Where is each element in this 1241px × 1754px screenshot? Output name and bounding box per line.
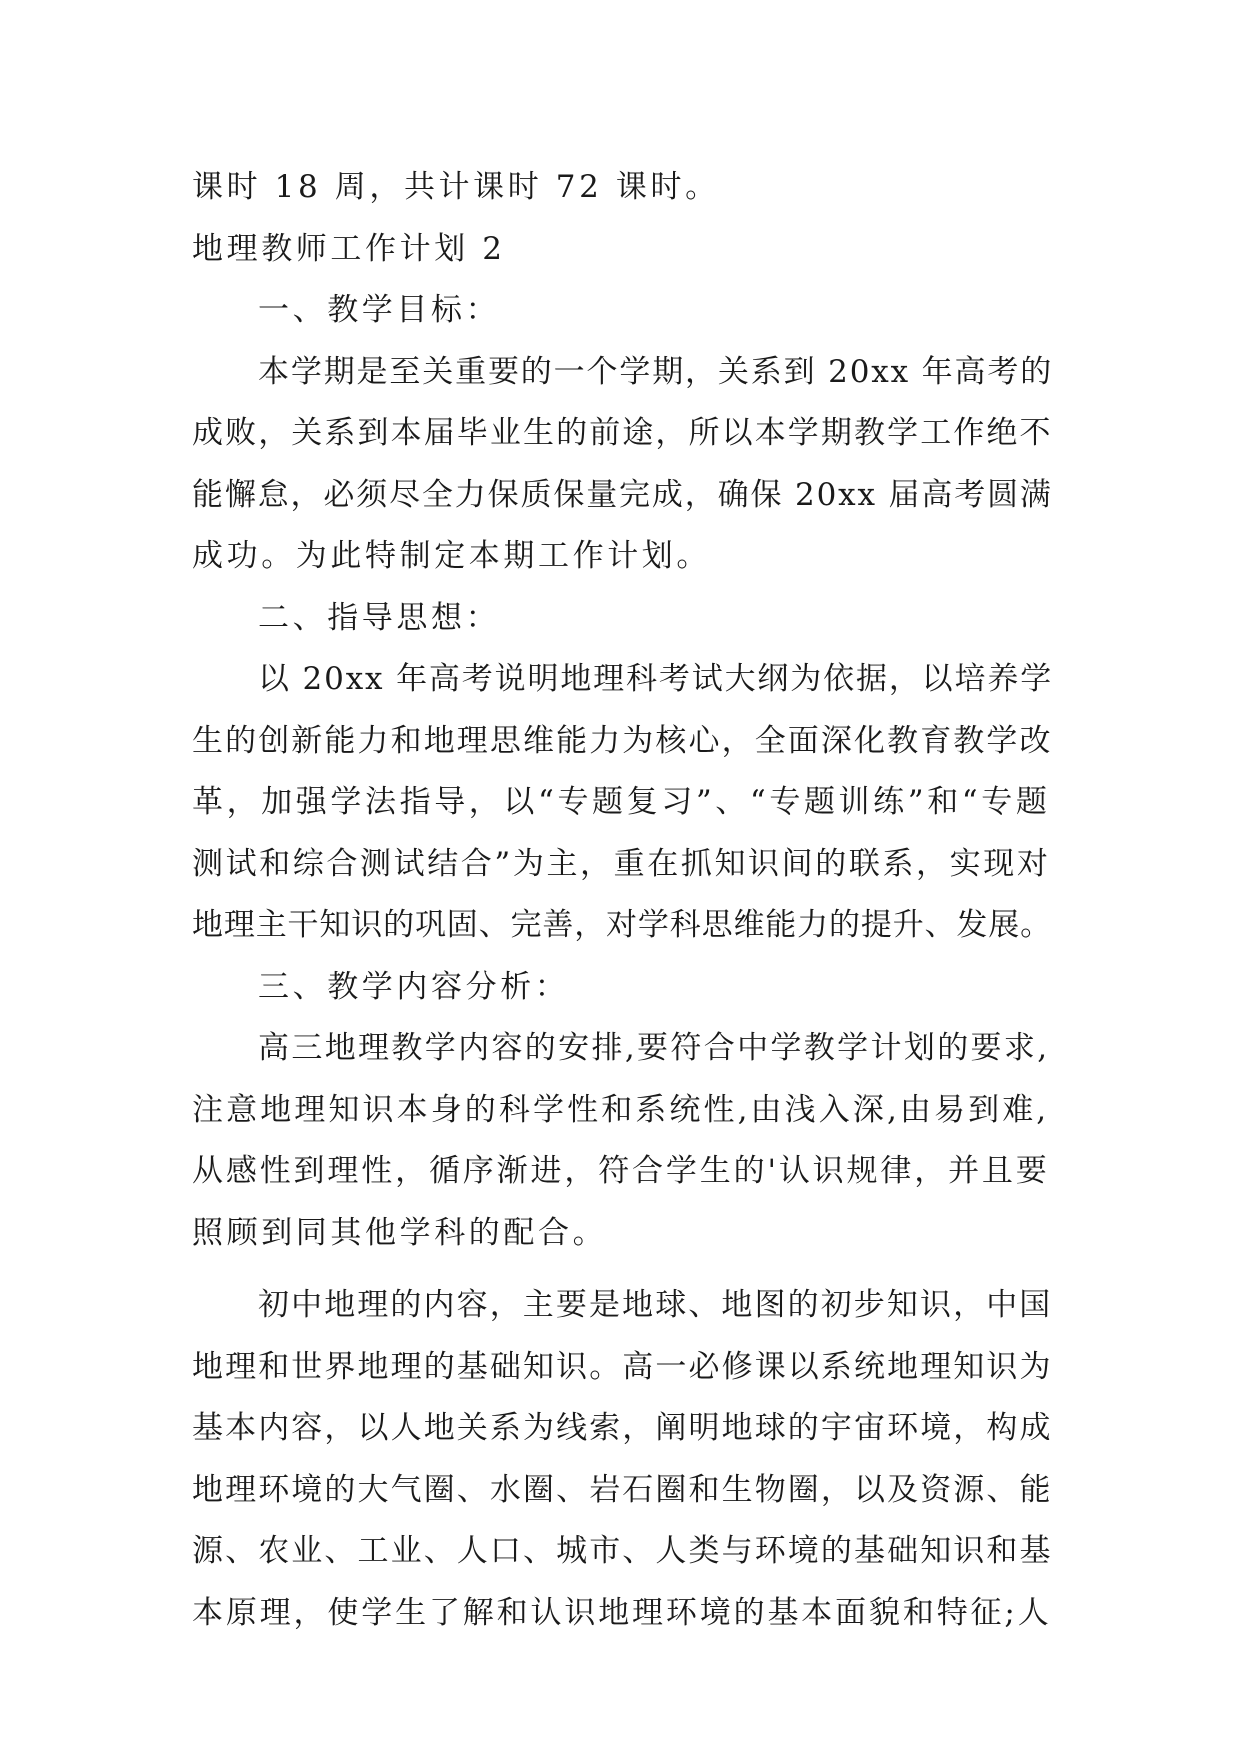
text-line: 照顾到同其他学科的配合。: [192, 1215, 608, 1251]
text-line: 本原理，使学生了解和认识地理环境的基本面貌和特征;人: [192, 1595, 1052, 1631]
text-line: 以 20xx 年高考说明地理科考试大纲为依据，以培养学: [258, 661, 1054, 697]
subheading-teaching-goals: 一、教学目标：: [258, 292, 501, 328]
text-line: 从感性到理性，循序渐进，符合学生的'认识规律，并且要: [192, 1153, 1050, 1189]
text-line: 高三地理教学内容的安排,要符合中学教学计划的要求,: [258, 1030, 1050, 1066]
text-line: 注意地理知识本身的科学性和系统性,由浅入深,由易到难,: [192, 1092, 1050, 1128]
text-line: 测试和综合测试结合”为主，重在抓知识间的联系，实现对: [192, 846, 1051, 882]
text-line: 课时 18 周，共计课时 72 课时。: [192, 169, 720, 205]
text-line: 地理和世界地理的基础知识。高一必修课以系统地理知识为: [192, 1349, 1053, 1385]
text-line: 基本内容，以人地关系为线索，阐明地球的宇宙环境，构成: [192, 1410, 1053, 1446]
section-heading: 地理教师工作计划 2: [192, 231, 506, 267]
text-line: 革，加强学法指导，以“专题复习”、“专题训练”和“专题: [192, 784, 1051, 820]
text-line: 成败，关系到本届毕业生的前途，所以本学期教学工作绝不: [192, 415, 1053, 451]
text-line: 能懈怠，必须尽全力保质保量完成，确保 20xx 届高考圆满: [192, 477, 1053, 513]
text-line: 地理环境的大气圈、水圈、岩石圈和生物圈，以及资源、能: [192, 1472, 1053, 1508]
text-line: 成功。为此特制定本期工作计划。: [192, 538, 711, 574]
text-line: 源、农业、工业、人口、城市、人类与环境的基础知识和基: [192, 1533, 1053, 1569]
text-line: 生的创新能力和地理思维能力为核心，全面深化教育教学改: [192, 723, 1053, 759]
text-line: 初中地理的内容，主要是地球、地图的初步知识，中国: [258, 1287, 1053, 1323]
text-line: 本学期是至关重要的一个学期，关系到 20xx 年高考的: [258, 354, 1054, 390]
text-line: 地理主干知识的巩固、完善，对学科思维能力的提升、发展。: [192, 907, 1052, 943]
subheading-guiding-ideology: 二、指导思想：: [258, 600, 501, 636]
subheading-content-analysis: 三、教学内容分析：: [258, 969, 570, 1005]
